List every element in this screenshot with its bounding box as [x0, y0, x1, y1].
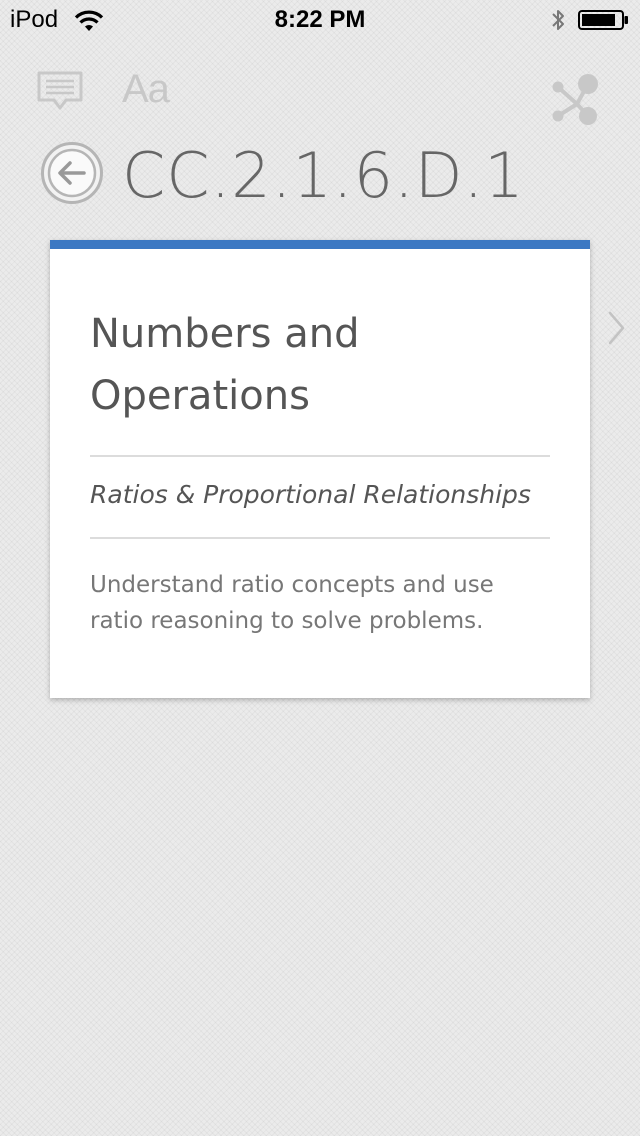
- comments-icon: [36, 70, 84, 112]
- back-arrow-icon: [40, 141, 104, 205]
- next-button[interactable]: [604, 308, 628, 348]
- card-divider: [90, 455, 550, 457]
- carrier-label: iPod: [10, 6, 59, 33]
- card-subheading: Ratios & Proportional Relationships: [90, 480, 531, 509]
- back-button[interactable]: [40, 141, 104, 205]
- status-time: 8:22 PM: [274, 6, 366, 33]
- page-title: CC.2.1.6.D.1: [122, 139, 525, 212]
- share-button[interactable]: [546, 72, 604, 130]
- font-size-button[interactable]: Aa: [122, 67, 169, 111]
- status-bar: [0, 0, 640, 40]
- chevron-right-icon: [604, 308, 628, 348]
- battery-icon: [578, 10, 630, 30]
- card-divider: [90, 537, 550, 539]
- standard-card: [50, 240, 590, 698]
- card-description: Understand ratio concepts and use ratio reasoning to solve problems.: [90, 572, 494, 634]
- card-heading: Numbers and Operations: [90, 311, 360, 419]
- bluetooth-icon: [550, 8, 566, 32]
- share-icon: [546, 72, 604, 130]
- comments-button[interactable]: [36, 70, 84, 112]
